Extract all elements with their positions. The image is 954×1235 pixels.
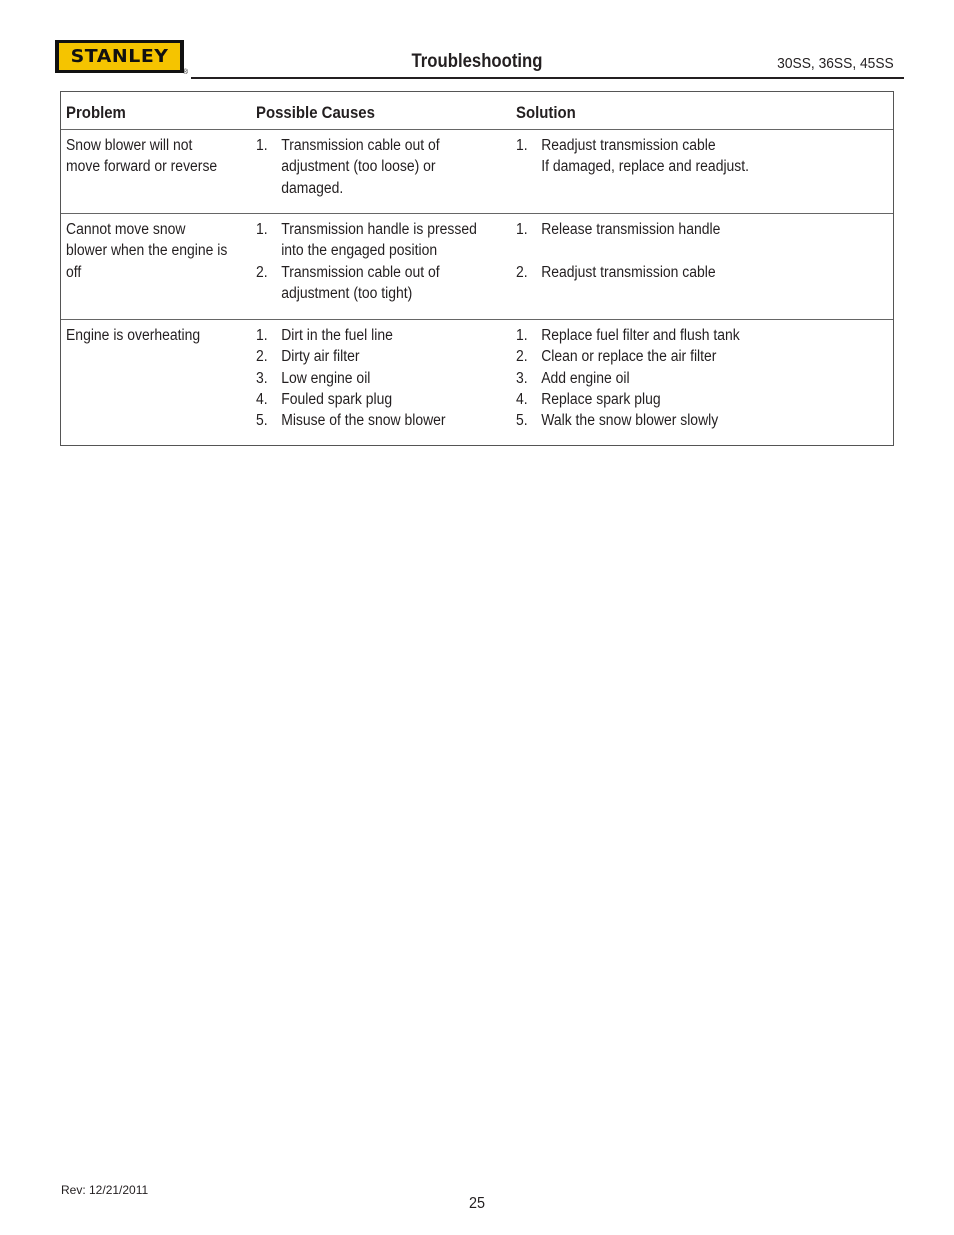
list-item xyxy=(256,389,490,410)
list-item xyxy=(256,135,490,199)
item-text: Transmission cable out of xyxy=(281,263,440,281)
item-text: adjustment (too tight) xyxy=(281,284,413,302)
solution-cell xyxy=(516,320,893,445)
item-text: Dirty air filter xyxy=(281,348,360,366)
item-text: Transmission cable out of xyxy=(281,137,440,154)
item-number: 2. xyxy=(516,348,528,366)
item-text: Add engine oil xyxy=(541,369,630,387)
list-item xyxy=(516,219,855,262)
item-text: damaged. xyxy=(281,179,344,197)
item-number: 5. xyxy=(516,412,528,430)
problem-line: move forward or reverse xyxy=(66,158,218,176)
item-number: 5. xyxy=(256,412,268,430)
item-text: Replace spark plug xyxy=(541,390,661,408)
list-item xyxy=(516,410,855,431)
causes-cell xyxy=(256,214,516,319)
list-item xyxy=(516,389,855,410)
item-number: 4. xyxy=(256,390,268,408)
item-text: Readjust transmission cable xyxy=(541,137,716,154)
troubleshooting-table xyxy=(60,91,894,446)
item-number: 1. xyxy=(256,221,268,238)
revision-date: Rev: 12/21/2011 xyxy=(61,1183,149,1197)
item-text: Transmission handle is pressed xyxy=(281,221,477,238)
header-rule xyxy=(191,77,904,79)
item-text: Fouled spark plug xyxy=(281,390,393,408)
item-text: Walk the snow blower slowly xyxy=(541,412,719,430)
item-text: Low engine oil xyxy=(281,369,371,387)
item-text: Dirt in the fuel line xyxy=(281,327,393,344)
logo-brand-text: STANLEY xyxy=(70,46,169,67)
list-item xyxy=(516,368,855,389)
list-item xyxy=(516,135,855,178)
item-number: 2. xyxy=(256,348,268,366)
header-cell-solution xyxy=(516,92,893,123)
causes-cell xyxy=(256,320,516,445)
problem-line: off xyxy=(66,263,82,281)
page-number: 25 xyxy=(468,1195,486,1212)
list-item xyxy=(256,410,490,431)
solution-cell xyxy=(516,130,893,213)
list-item xyxy=(516,262,855,283)
causes-cell xyxy=(256,130,516,213)
column-header-problem: Problem xyxy=(66,103,126,122)
problem-cell xyxy=(61,130,256,213)
item-number: 1. xyxy=(516,137,528,154)
table-row xyxy=(61,319,893,445)
list-item xyxy=(256,368,490,389)
item-text: Misuse of the snow blower xyxy=(281,412,446,430)
item-number: 1. xyxy=(256,137,268,154)
item-number: 1. xyxy=(516,327,528,344)
header-cell-problem xyxy=(61,92,256,123)
problem-cell xyxy=(61,320,256,445)
item-number: 4. xyxy=(516,390,528,408)
item-text: If damaged, replace and readjust. xyxy=(541,158,750,176)
registered-mark: ® xyxy=(182,69,188,76)
table-row xyxy=(61,213,893,319)
item-number: 3. xyxy=(516,369,528,387)
table-header-row xyxy=(61,92,893,129)
problem-line: Engine is overheating xyxy=(66,327,201,344)
column-header-causes: Possible Causes xyxy=(256,103,375,122)
problem-line: Cannot move snow xyxy=(66,221,186,238)
item-text: into the engaged position xyxy=(281,242,438,260)
item-spacer xyxy=(541,240,720,261)
item-text: adjustment (too loose) or xyxy=(281,158,436,176)
item-text: Readjust transmission cable xyxy=(541,263,716,281)
solution-cell xyxy=(516,214,893,319)
item-number: 1. xyxy=(516,221,528,238)
model-numbers: 30SS, 36SS, 45SS xyxy=(777,55,894,72)
item-text: Release transmission handle xyxy=(541,221,721,238)
list-item xyxy=(256,219,490,262)
list-item xyxy=(256,262,490,305)
problem-line: Snow blower will not xyxy=(66,137,193,154)
item-number: 2. xyxy=(256,263,268,281)
table-row xyxy=(61,129,893,213)
problem-line: blower when the engine is xyxy=(66,242,228,260)
page-title: Troubleshooting xyxy=(411,51,543,72)
item-text: Replace fuel filter and flush tank xyxy=(541,327,740,344)
item-number: 3. xyxy=(256,369,268,387)
item-number: 1. xyxy=(256,327,268,344)
list-item xyxy=(256,325,490,346)
list-item xyxy=(516,346,855,367)
list-item xyxy=(256,346,490,367)
item-number: 2. xyxy=(516,263,528,281)
item-text: Clean or replace the air filter xyxy=(541,348,717,366)
list-item xyxy=(516,325,855,346)
column-header-solution: Solution xyxy=(516,103,576,122)
problem-cell xyxy=(61,214,256,319)
header-cell-causes xyxy=(256,92,516,123)
